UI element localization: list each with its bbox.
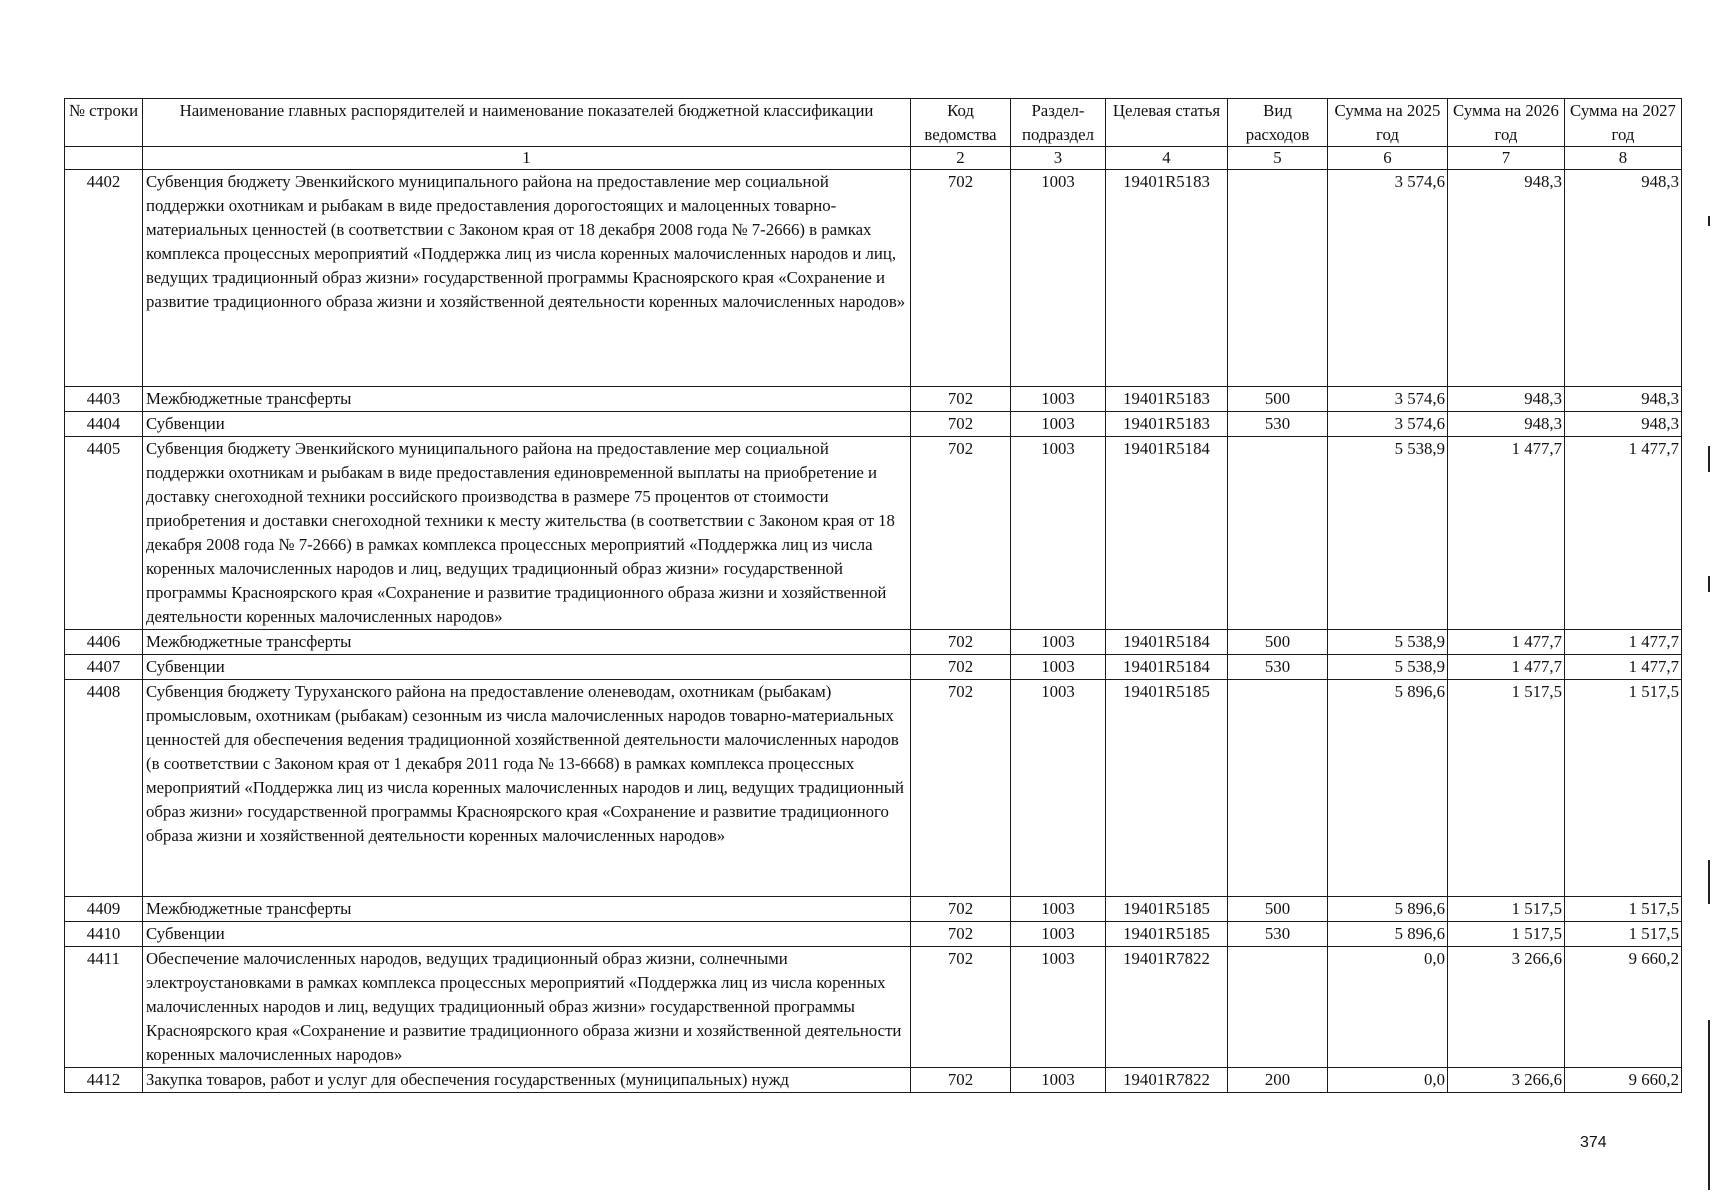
sum-2027: 1 477,7 xyxy=(1565,437,1682,630)
sum-2027: 1 517,5 xyxy=(1565,680,1682,897)
sum-2025: 5 896,6 xyxy=(1328,897,1448,922)
scan-edge-mark xyxy=(1708,1020,1710,1190)
sum-2026: 3 266,6 xyxy=(1448,947,1565,1068)
sum-2027: 1 477,7 xyxy=(1565,630,1682,655)
header-target-item: Целевая статья xyxy=(1106,99,1228,147)
target-item: 19401R5184 xyxy=(1106,437,1228,630)
table-header-row xyxy=(65,99,1682,147)
sum-2025: 0,0 xyxy=(1328,1068,1448,1093)
dept-code: 702 xyxy=(911,412,1011,437)
row-name: Межбюджетные трансферты xyxy=(143,387,911,412)
dept-code: 702 xyxy=(911,437,1011,630)
column-number: 4 xyxy=(1106,147,1228,170)
expense-type xyxy=(1228,947,1328,1068)
sum-2027: 9 660,2 xyxy=(1565,1068,1682,1093)
expense-type: 200 xyxy=(1228,1068,1328,1093)
column-number: 8 xyxy=(1565,147,1682,170)
target-item: 19401R7822 xyxy=(1106,947,1228,1068)
row-name: Обеспечение малочисленных народов, ведущих традиционный образ жизни, солнечными электроустановками в рамках комплекса процессных мероприятий «Поддержка лиц из числа коренных малочисленных народов и лиц, ведущих традиционный образ жизни» государственной программы Красноярского края «Сохранение и развитие традиционного образа жизни и хозяйственной деятельности коренных малочисленных народов» xyxy=(143,947,911,1068)
sum-2025: 5 538,9 xyxy=(1328,655,1448,680)
target-item: 19401R5183 xyxy=(1106,170,1228,387)
dept-code: 702 xyxy=(911,947,1011,1068)
sum-2026: 1 477,7 xyxy=(1448,630,1565,655)
column-number: 6 xyxy=(1328,147,1448,170)
column-number xyxy=(65,147,143,170)
section-code: 1003 xyxy=(1011,680,1106,897)
row-number: 4405 xyxy=(65,437,143,630)
sum-2025: 3 574,6 xyxy=(1328,387,1448,412)
expense-type: 530 xyxy=(1228,655,1328,680)
sum-2025: 3 574,6 xyxy=(1328,412,1448,437)
section-code: 1003 xyxy=(1011,630,1106,655)
expense-type: 530 xyxy=(1228,922,1328,947)
section-code: 1003 xyxy=(1011,922,1106,947)
sum-2025: 5 896,6 xyxy=(1328,680,1448,897)
row-name: Закупка товаров, работ и услуг для обеспечения государственных (муниципальных) нужд xyxy=(143,1068,911,1093)
sum-2026: 948,3 xyxy=(1448,412,1565,437)
dept-code: 702 xyxy=(911,630,1011,655)
column-number: 2 xyxy=(911,147,1011,170)
section-code: 1003 xyxy=(1011,412,1106,437)
sum-2026: 948,3 xyxy=(1448,387,1565,412)
row-name: Межбюджетные трансферты xyxy=(143,897,911,922)
row-number: 4412 xyxy=(65,1068,143,1093)
expense-type: 500 xyxy=(1228,630,1328,655)
row-number: 4403 xyxy=(65,387,143,412)
column-number: 5 xyxy=(1228,147,1328,170)
row-number: 4402 xyxy=(65,170,143,387)
sum-2026: 1 517,5 xyxy=(1448,680,1565,897)
scan-edge-mark xyxy=(1708,216,1710,226)
column-number-row xyxy=(65,147,1682,170)
header-name: Наименование главных распорядителей и наименование показателей бюджетной классификации xyxy=(143,99,911,147)
budget-table xyxy=(64,98,1682,1093)
scan-edge-mark xyxy=(1708,446,1710,472)
scan-edge-mark xyxy=(1708,860,1710,904)
sum-2025: 5 896,6 xyxy=(1328,922,1448,947)
row-name: Межбюджетные трансферты xyxy=(143,630,911,655)
sum-2025: 3 574,6 xyxy=(1328,170,1448,387)
sum-2027: 948,3 xyxy=(1565,170,1682,387)
row-name: Субвенция бюджету Эвенкийского муниципального района на предоставление мер социальной поддержки охотникам и рыбакам в виде предоставления единовременной выплаты на приобретение и доставку снегоходной техники российского производства в размере 75 процентов от стоимости приобретения и доставки снегоходной техники к месту жительства (в соответствии с Законом края от 18 декабря 2008 года № 7-2666) в рамках комплекса процессных мероприятий «Поддержка лиц из числа коренных малочисленных народов и лиц, ведущих традиционный образ жизни» государственной программы Красноярского края «Сохранение и развитие традиционного образа жизни и хозяйственной деятельности коренных малочисленных народов» xyxy=(143,437,911,630)
target-item: 19401R5185 xyxy=(1106,897,1228,922)
sum-2026: 1 517,5 xyxy=(1448,897,1565,922)
header-sum-2027: Сумма на 2027 год xyxy=(1565,99,1682,147)
sum-2026: 1 477,7 xyxy=(1448,437,1565,630)
expense-type xyxy=(1228,437,1328,630)
dept-code: 702 xyxy=(911,680,1011,897)
header-section: Раздел-подраздел xyxy=(1011,99,1106,147)
sum-2027: 948,3 xyxy=(1565,387,1682,412)
sum-2025: 0,0 xyxy=(1328,947,1448,1068)
table-row xyxy=(65,680,1682,897)
table-row xyxy=(65,947,1682,1068)
section-code: 1003 xyxy=(1011,170,1106,387)
target-item: 19401R5183 xyxy=(1106,412,1228,437)
row-number: 4407 xyxy=(65,655,143,680)
target-item: 19401R5185 xyxy=(1106,680,1228,897)
sum-2026: 3 266,6 xyxy=(1448,1068,1565,1093)
row-number: 4406 xyxy=(65,630,143,655)
sum-2025: 5 538,9 xyxy=(1328,437,1448,630)
table-row xyxy=(65,412,1682,437)
page-number: 374 xyxy=(1580,1134,1607,1151)
table-row xyxy=(65,387,1682,412)
table-row xyxy=(65,655,1682,680)
header-dept-code: Код ведомства xyxy=(911,99,1011,147)
column-number: 7 xyxy=(1448,147,1565,170)
row-number: 4408 xyxy=(65,680,143,897)
row-name: Субвенции xyxy=(143,412,911,437)
table-row xyxy=(65,922,1682,947)
sum-2027: 948,3 xyxy=(1565,412,1682,437)
section-code: 1003 xyxy=(1011,1068,1106,1093)
target-item: 19401R5184 xyxy=(1106,655,1228,680)
dept-code: 702 xyxy=(911,897,1011,922)
row-name: Субвенции xyxy=(143,922,911,947)
sum-2026: 1 517,5 xyxy=(1448,922,1565,947)
dept-code: 702 xyxy=(911,655,1011,680)
target-item: 19401R7822 xyxy=(1106,1068,1228,1093)
dept-code: 702 xyxy=(911,1068,1011,1093)
row-name: Субвенции xyxy=(143,655,911,680)
expense-type xyxy=(1228,170,1328,387)
target-item: 19401R5184 xyxy=(1106,630,1228,655)
dept-code: 702 xyxy=(911,387,1011,412)
expense-type xyxy=(1228,680,1328,897)
section-code: 1003 xyxy=(1011,947,1106,1068)
sum-2027: 1 517,5 xyxy=(1565,897,1682,922)
row-name: Субвенция бюджету Эвенкийского муниципального района на предоставление мер социальной поддержки охотникам и рыбакам в виде предоставления дорогостоящих и малоценных товарно-материальных ценностей (в соответствии с Законом края от 18 декабря 2008 года № 7-2666) в рамках комплекса процессных мероприятий «Поддержка лиц из числа коренных малочисленных народов и лиц, ведущих традиционный образ жизни» государственной программы Красноярского края «Сохранение и развитие традиционного образа жизни и хозяйственной деятельности коренных малочисленных народов» xyxy=(143,170,911,387)
column-number: 1 xyxy=(143,147,911,170)
expense-type: 530 xyxy=(1228,412,1328,437)
section-code: 1003 xyxy=(1011,655,1106,680)
row-number: 4409 xyxy=(65,897,143,922)
row-name: Субвенция бюджету Туруханского района на предоставление оленеводам, охотникам (рыбакам) промысловым, охотникам (рыбакам) сезонным из числа малочисленных народов товарно-материальных ценностей для обеспечения ведения традиционной хозяйственной деятельности малочисленных народов (в соответствии с Законом края от 1 декабря 2011 года № 13-6668) в рамках комплекса процессных мероприятий «Поддержка лиц из числа коренных малочисленных народов и лиц, ведущих традиционный образ жизни» государственной программы Красноярского края «Сохранение и развитие традиционного образа жизни и хозяйственной деятельности коренных малочисленных народов» xyxy=(143,680,911,897)
table-row xyxy=(65,630,1682,655)
column-number: 3 xyxy=(1011,147,1106,170)
table-row xyxy=(65,897,1682,922)
expense-type: 500 xyxy=(1228,897,1328,922)
expense-type: 500 xyxy=(1228,387,1328,412)
sum-2025: 5 538,9 xyxy=(1328,630,1448,655)
header-row-number: № строки xyxy=(65,99,143,147)
target-item: 19401R5185 xyxy=(1106,922,1228,947)
table-row xyxy=(65,1068,1682,1093)
dept-code: 702 xyxy=(911,922,1011,947)
dept-code: 702 xyxy=(911,170,1011,387)
sum-2027: 9 660,2 xyxy=(1565,947,1682,1068)
row-number: 4410 xyxy=(65,922,143,947)
row-number: 4411 xyxy=(65,947,143,1068)
section-code: 1003 xyxy=(1011,437,1106,630)
row-number: 4404 xyxy=(65,412,143,437)
header-expense-type: Вид расходов xyxy=(1228,99,1328,147)
scan-edge-mark xyxy=(1708,576,1710,592)
sum-2026: 948,3 xyxy=(1448,170,1565,387)
sum-2027: 1 477,7 xyxy=(1565,655,1682,680)
section-code: 1003 xyxy=(1011,387,1106,412)
sum-2027: 1 517,5 xyxy=(1565,922,1682,947)
target-item: 19401R5183 xyxy=(1106,387,1228,412)
sum-2026: 1 477,7 xyxy=(1448,655,1565,680)
header-sum-2025: Сумма на 2025 год xyxy=(1328,99,1448,147)
header-sum-2026: Сумма на 2026 год xyxy=(1448,99,1565,147)
section-code: 1003 xyxy=(1011,897,1106,922)
table-row xyxy=(65,170,1682,387)
table-row xyxy=(65,437,1682,630)
